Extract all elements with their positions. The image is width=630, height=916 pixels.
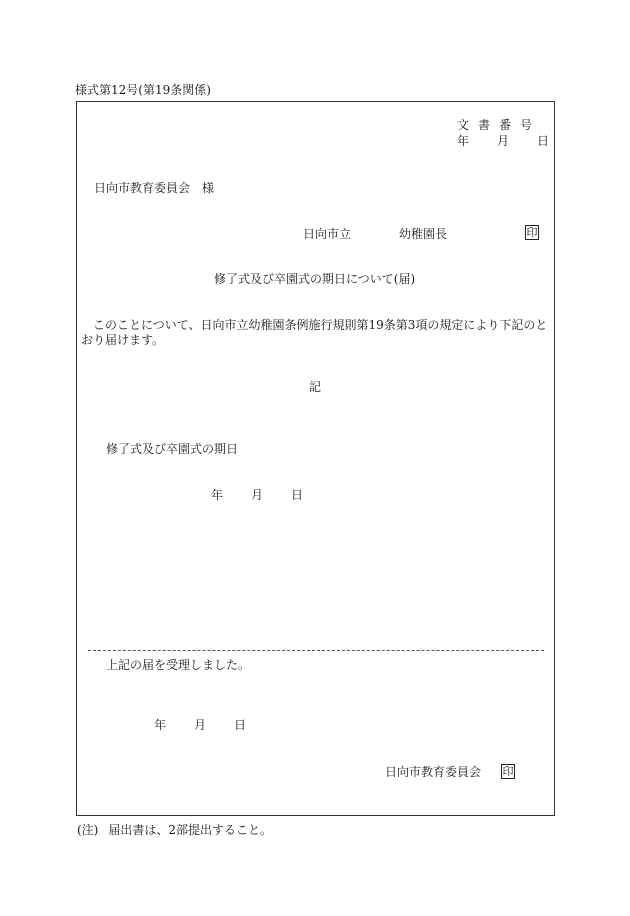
receipt-day-label: 日 bbox=[234, 718, 247, 732]
body-paragraph: このことについて、日向市立幼稚園条例施行規則第19条第3項の規定により下記のとおり届けます。 bbox=[81, 318, 548, 347]
document-date bbox=[457, 134, 549, 148]
form-number: 様式第12号(第19条関係) bbox=[75, 83, 211, 97]
ki-heading: 記 bbox=[309, 380, 322, 394]
receipt-text: 上記の届を受理しました。 bbox=[106, 658, 251, 672]
sender-title: 幼稚園長 bbox=[399, 227, 448, 241]
subject-title: 修了式及び卒園式の期日について(届) bbox=[214, 272, 416, 286]
date-month-label: 月 bbox=[497, 134, 510, 148]
sender-prefix: 日向市立 bbox=[303, 227, 352, 241]
footnote-text: 届出書は、2部提出すること。 bbox=[108, 823, 273, 837]
footnote-prefix: (注) bbox=[77, 823, 99, 837]
seal-mark-sender: 印 bbox=[526, 226, 538, 239]
receipt-signer: 日向市教育委員会 bbox=[385, 765, 482, 779]
item-label: 修了式及び卒園式の期日 bbox=[106, 442, 239, 456]
document-number-label: 文書番号 bbox=[457, 118, 542, 132]
addressee: 日向市教育委員会 様 bbox=[94, 181, 215, 195]
receipt-year-label: 年 bbox=[154, 718, 167, 732]
form-frame bbox=[76, 101, 555, 816]
seal-mark-receipt: 印 bbox=[502, 765, 514, 778]
receipt-date bbox=[154, 718, 246, 732]
item-year-label: 年 bbox=[211, 488, 224, 502]
receipt-month-label: 月 bbox=[194, 718, 207, 732]
sender-line bbox=[303, 227, 447, 241]
ceremony-date bbox=[211, 488, 303, 502]
footnote bbox=[77, 823, 272, 837]
item-month-label: 月 bbox=[251, 488, 264, 502]
item-day-label: 日 bbox=[291, 488, 304, 502]
date-day-label: 日 bbox=[537, 134, 550, 148]
dashed-divider bbox=[88, 650, 544, 651]
date-year-label: 年 bbox=[457, 134, 470, 148]
